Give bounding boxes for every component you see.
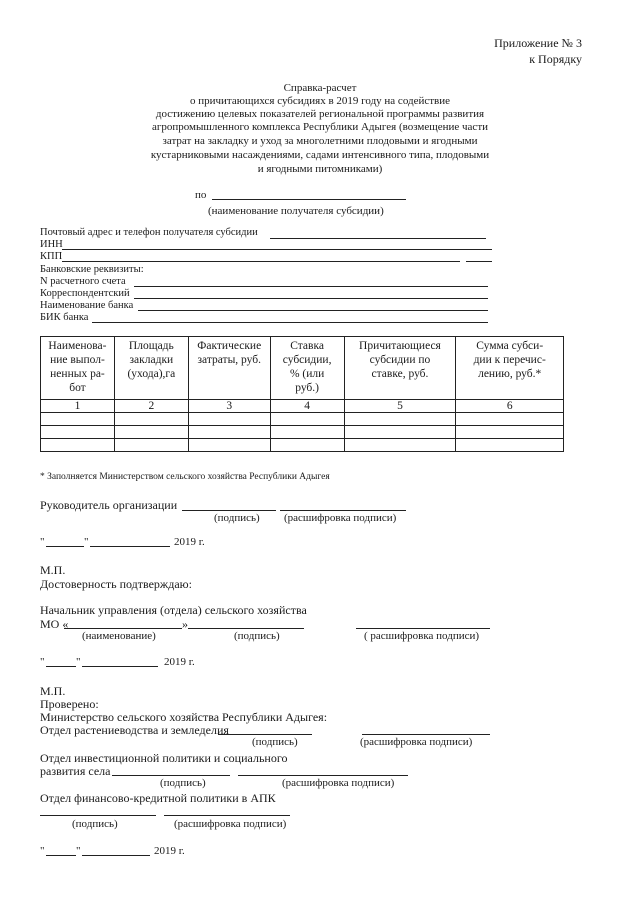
doc-title-line: кустарниковыми насаждениями, садами интенсивного типа, плодовыми xyxy=(150,149,490,161)
dept-head-title: Начальник управления (отдела) сельского хозяйства xyxy=(40,603,307,617)
col-number: 5 xyxy=(344,400,456,413)
table-cell[interactable] xyxy=(270,426,344,439)
table-cell[interactable] xyxy=(41,426,115,439)
mo-name-field[interactable] xyxy=(64,628,182,629)
bik-label: БИК банка xyxy=(40,312,89,323)
corr-field[interactable] xyxy=(134,298,488,299)
dept-date-q2: " xyxy=(76,656,81,668)
table-cell[interactable] xyxy=(344,439,456,452)
col-number: 3 xyxy=(188,400,270,413)
org-head-decode-caption: (расшифровка подписи) xyxy=(284,512,397,524)
doc-title-line: достижению целевых показателей региональной программы развития xyxy=(155,108,485,120)
col-header-rate: Ставка субсидии, % (или руб.) xyxy=(270,337,344,400)
mo-prefix: МО « xyxy=(40,617,69,631)
postal-label: Почтовый адрес и телефон получателя субсидии xyxy=(40,227,258,238)
table-cell[interactable] xyxy=(114,439,188,452)
check-date-day[interactable] xyxy=(46,855,76,856)
table-cell[interactable] xyxy=(456,413,564,426)
recipient-field[interactable] xyxy=(212,199,406,200)
table-row xyxy=(41,439,564,452)
appendix-order: к Порядку xyxy=(529,52,582,66)
org-head-sign-caption: (подпись) xyxy=(214,512,260,524)
fin-decode-field[interactable] xyxy=(164,815,290,816)
check-date-month[interactable] xyxy=(82,855,150,856)
kpp-field[interactable] xyxy=(62,261,460,262)
invest-decode-field[interactable] xyxy=(238,775,408,776)
table-cell[interactable] xyxy=(114,426,188,439)
col-header-area: Площадь закладки (ухода),га xyxy=(114,337,188,400)
checked-label: Проверено: xyxy=(40,697,99,711)
col-header-works: Наименова- ние выпол- ненных ра- бот xyxy=(41,337,115,400)
fin-dept-label: Отдел финансово-кредитной политики в АПК xyxy=(40,791,276,805)
recipient-caption: (наименование получателя субсидии) xyxy=(208,205,384,217)
table-cell[interactable] xyxy=(188,413,270,426)
bank-name-field[interactable] xyxy=(138,310,488,311)
table-cell[interactable] xyxy=(456,439,564,452)
org-date-year: 2019 г. xyxy=(174,536,205,548)
table-cell[interactable] xyxy=(188,439,270,452)
col-header-costs: Фактические затраты, руб. xyxy=(188,337,270,400)
table-cell[interactable] xyxy=(41,413,115,426)
doc-title: Справка-расчет xyxy=(283,82,357,94)
mo-name-caption: (наименование) xyxy=(82,630,156,642)
bank-name-label: Наименование банка xyxy=(40,300,134,311)
table-cell[interactable] xyxy=(114,413,188,426)
col-header-transfer: Сумма субси- дии к перечис- лению, руб.* xyxy=(456,337,564,400)
appendix-number: Приложение № 3 xyxy=(494,36,582,50)
corr-label: Корреспондентский xyxy=(40,288,130,299)
invest-decode-caption: (расшифровка подписи) xyxy=(282,777,395,789)
kpp-field-extra[interactable] xyxy=(466,261,492,262)
table-number-row xyxy=(41,400,564,413)
table-cell[interactable] xyxy=(456,426,564,439)
invest-dept-label: Отдел инвестиционной политики и социального xyxy=(40,751,288,765)
col-number: 4 xyxy=(270,400,344,413)
fin-decode-caption: (расшифровка подписи) xyxy=(174,818,287,830)
dept-head-sign-field[interactable] xyxy=(188,628,304,629)
check-date-year: 2019 г. xyxy=(154,845,185,857)
col-number: 2 xyxy=(114,400,188,413)
org-head-decode-field[interactable] xyxy=(280,510,406,511)
dept-date-month[interactable] xyxy=(82,666,158,667)
invest-dept-label-2: развития села xyxy=(40,764,111,778)
postal-field[interactable] xyxy=(270,238,486,239)
seal-mark: М.П. xyxy=(40,563,66,577)
confirm-label: Достоверность подтверждаю: xyxy=(40,577,192,591)
table-cell[interactable] xyxy=(270,413,344,426)
subsidy-table xyxy=(40,336,564,452)
col-number: 1 xyxy=(41,400,115,413)
crop-dept-label: Отдел растениеводства и земледелия xyxy=(40,723,229,737)
invest-sign-field[interactable] xyxy=(112,775,230,776)
org-date-day[interactable] xyxy=(46,546,84,547)
crop-sign-caption: (подпись) xyxy=(252,736,298,748)
table-row xyxy=(41,413,564,426)
seal-mark: М.П. xyxy=(40,684,66,698)
invest-sign-caption: (подпись) xyxy=(160,777,206,789)
dept-date-day[interactable] xyxy=(46,666,76,667)
crop-sign-field[interactable] xyxy=(218,734,312,735)
inn-label: ИНН xyxy=(40,239,63,250)
dept-date-year: 2019 г. xyxy=(164,656,195,668)
recipient-prefix: по xyxy=(195,189,207,201)
col-number: 6 xyxy=(456,400,564,413)
fin-sign-field[interactable] xyxy=(40,815,156,816)
table-cell[interactable] xyxy=(188,426,270,439)
bank-header: Банковские реквизиты: xyxy=(40,264,144,275)
table-row xyxy=(41,426,564,439)
doc-title-line: агропромышленного комплекса Республики Адыгея (возмещение части xyxy=(151,121,489,133)
doc-title-line: затрат на закладку и уход за многолетними плодовыми и ягодными xyxy=(162,135,478,147)
kpp-label: КПП xyxy=(40,251,63,262)
account-label: N расчетного счета xyxy=(40,276,126,287)
crop-decode-caption: (расшифровка подписи) xyxy=(360,736,473,748)
table-cell[interactable] xyxy=(344,413,456,426)
fin-sign-caption: (подпись) xyxy=(72,818,118,830)
org-date-month[interactable] xyxy=(90,546,170,547)
account-field[interactable] xyxy=(134,286,488,287)
check-date-q2: " xyxy=(76,845,81,857)
table-cell[interactable] xyxy=(344,426,456,439)
dept-head-decode-caption: ( расшифровка подписи) xyxy=(364,630,480,642)
col-header-due: Причитающиеся субсидии по ставке, руб. xyxy=(344,337,456,400)
table-cell[interactable] xyxy=(41,439,115,452)
ministry-label: Министерство сельского хозяйства Республики Адыгея: xyxy=(40,710,328,724)
org-head-sign-field[interactable] xyxy=(182,510,276,511)
dept-head-sign-caption: (подпись) xyxy=(234,630,280,642)
org-head-label: Руководитель организации xyxy=(40,498,178,512)
footnote: * Заполняется Министерством сельского хозяйства Республики Адыгея xyxy=(40,472,330,482)
org-date-q1: " xyxy=(40,536,45,548)
org-date-q2: " xyxy=(84,536,89,548)
dept-date-q1: " xyxy=(40,656,45,668)
mo-suffix: » xyxy=(182,617,188,631)
doc-title-line: о причитающихся субсидиях в 2019 году на содействие xyxy=(189,95,451,107)
doc-title-line: и ягодными питомниками) xyxy=(257,163,383,175)
dept-head-decode-field[interactable] xyxy=(356,628,490,629)
check-date-q1: " xyxy=(40,845,45,857)
crop-decode-field[interactable] xyxy=(362,734,490,735)
bik-field[interactable] xyxy=(92,322,488,323)
inn-field[interactable] xyxy=(62,249,492,250)
table-cell[interactable] xyxy=(270,439,344,452)
table-header-row xyxy=(41,337,564,400)
